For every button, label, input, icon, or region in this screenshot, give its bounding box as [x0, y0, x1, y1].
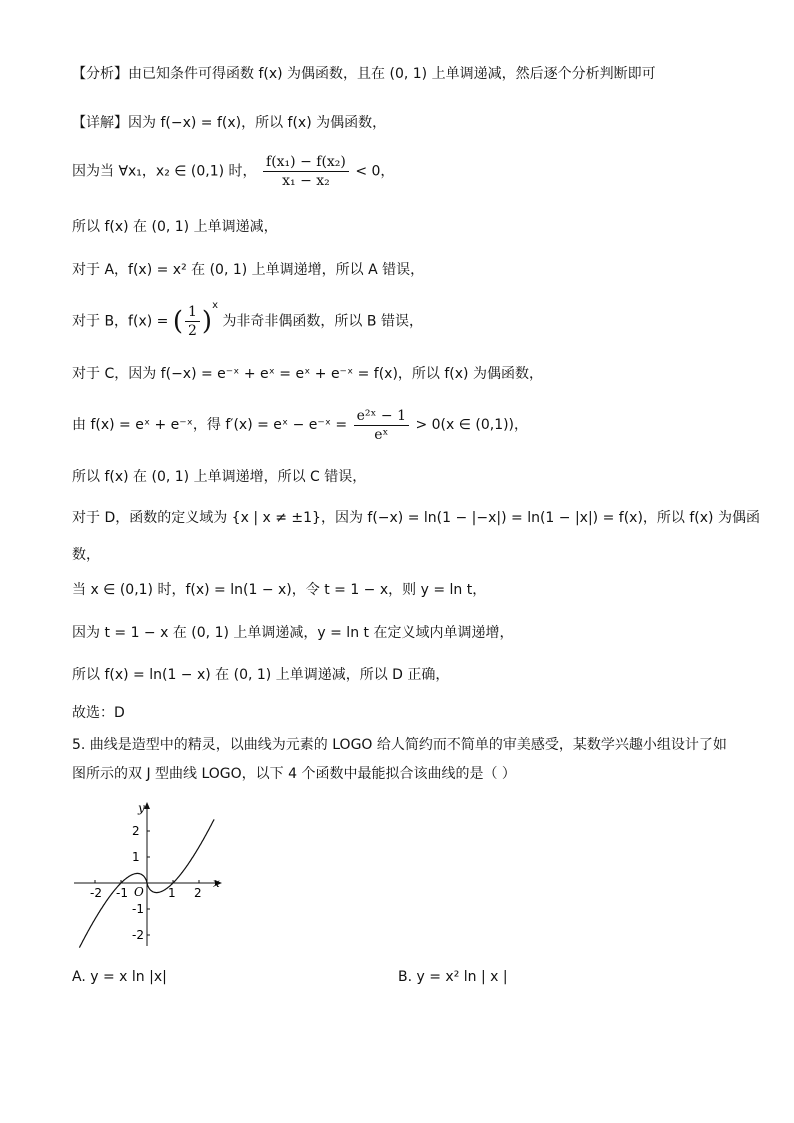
analysis-line	[72, 64, 656, 84]
x-tick-label: -1	[116, 886, 128, 900]
y-tick-label: 2	[132, 824, 140, 838]
fraction-denominator: 2	[187, 323, 197, 340]
fraction-numerator: 1	[185, 304, 200, 322]
condition-suffix: < 0，	[355, 163, 395, 180]
difference-quotient	[263, 154, 349, 189]
x-tick-label: 2	[194, 886, 202, 900]
derivative-fraction	[354, 408, 409, 443]
option-b-suffix: 为非奇非偶函数，所以 B 错误，	[222, 313, 423, 330]
text-line: 当 x ∈ (0,1) 时，f(x) = ln(1 − x)，令 t = 1 − x，则 y = ln t，	[72, 582, 487, 598]
text-line: 因为 t = 1 − x 在 (0, 1) 上单调递减，y = ln t 在定义域内单调递增，	[72, 625, 514, 641]
fraction-numerator: e²ˣ − 1	[354, 408, 409, 426]
right-paren: )	[201, 306, 213, 337]
derivative-line	[72, 406, 528, 444]
detail-text: 因为 f(−x) = f(x)，所以 f(x) 为偶函数，	[128, 115, 387, 131]
logo-curve-graph	[70, 796, 230, 951]
fraction-numerator: f(x₁) − f(x₂)	[263, 154, 349, 172]
left-paren: (	[172, 306, 183, 337]
fraction-denominator: x₁ − x₂	[282, 173, 330, 189]
x-axis-label: x	[213, 876, 220, 890]
option-b-analysis-line	[72, 298, 423, 342]
origin-label: O	[134, 885, 144, 899]
exponent: x	[212, 300, 218, 311]
question-5-line-1: 5. 曲线是造型中的精灵，以曲线为元素的 LOGO 给人简约而不简单的审美感受，某数学兴趣小组设计了如	[72, 737, 727, 753]
derivative-prefix: 由 f(x) = eˣ + e⁻ˣ，得 f′(x) = eˣ − e⁻ˣ =	[72, 417, 348, 433]
analysis-text: 由已知条件可得函数 f(x) 为偶函数，且在 (0, 1) 上单调递减，然后逐个分析判断即可	[128, 66, 656, 82]
y-tick-label: 1	[132, 850, 140, 864]
text-line: 对于 A，f(x) = x² 在 (0, 1) 上单调递增，所以 A 错误，	[72, 262, 425, 278]
detail-line	[72, 113, 386, 133]
y-axis-arrow	[144, 802, 150, 809]
answer-line: 故选：D	[72, 705, 125, 721]
half-fraction	[185, 304, 200, 339]
detail-tag: 【详解】	[72, 115, 128, 131]
fraction-denominator: eˣ	[374, 426, 389, 443]
y-tick-label: -2	[132, 928, 144, 942]
option-a[interactable]: A. y = x ln |x|	[72, 969, 167, 985]
option-b[interactable]: B. y = x² ln | x |	[398, 969, 508, 985]
y-tick-label: -1	[132, 902, 144, 916]
text-line: 对于 D，函数的定义域为 {x | x ≠ ±1}，因为 f(−x) = ln(1 − |−x|) = ln(1 − |x|) = f(x)，所以 f(x) 为偶函	[72, 510, 760, 526]
question-5-line-2: 图所示的双 J 型曲线 LOGO，以下 4 个函数中最能拟合该曲线的是（ ）	[72, 766, 516, 782]
condition-line	[72, 154, 394, 189]
derivative-suffix: > 0(x ∈ (0,1))，	[415, 417, 529, 433]
x-tick-label: 1	[168, 886, 176, 900]
y-axis-label: y	[138, 801, 145, 815]
analysis-tag: 【分析】	[72, 66, 128, 82]
condition-prefix: 因为当 ∀x₁，x₂ ∈ (0,1) 时，	[72, 163, 257, 180]
text-line: 对于 C，因为 f(−x) = e⁻ˣ + eˣ = eˣ + e⁻ˣ = f(x)，所以 f(x) 为偶函数，	[72, 366, 543, 382]
text-line: 所以 f(x) = ln(1 − x) 在 (0, 1) 上单调递减，所以 D 正确，	[72, 667, 450, 683]
option-b-prefix: 对于 B，f(x) =	[72, 313, 169, 330]
x-tick-label: -2	[90, 886, 102, 900]
text-line: 所以 f(x) 在 (0, 1) 上单调递减，	[72, 219, 278, 235]
text-line: 所以 f(x) 在 (0, 1) 上单调递增，所以 C 错误，	[72, 469, 367, 485]
text-line: 数，	[72, 547, 100, 563]
